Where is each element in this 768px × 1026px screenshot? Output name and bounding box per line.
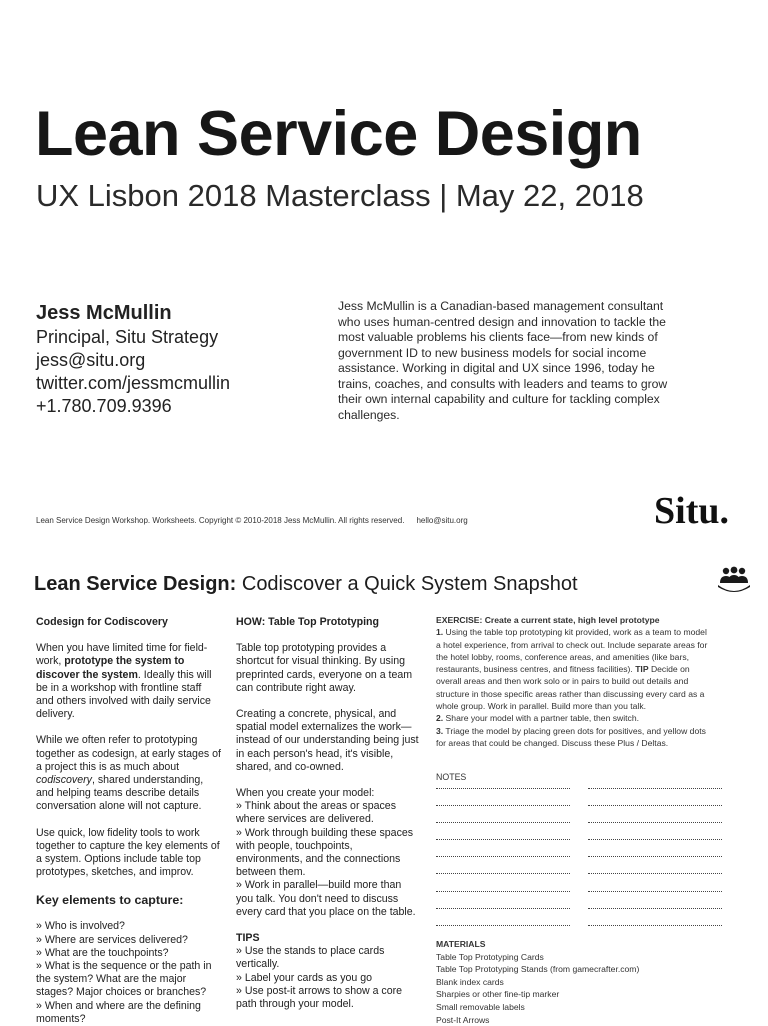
section-title-rest: Codiscover a Quick System Snapshot xyxy=(236,573,578,595)
author-block xyxy=(36,300,296,418)
author-role: Principal, Situ Strategy xyxy=(36,327,219,347)
section-title-strong: Lean Service Design: xyxy=(34,573,237,595)
note-line[interactable] xyxy=(436,900,570,909)
codesign-heading: Codesign for Codiscovery xyxy=(36,616,168,628)
author-name: Jess McMullin xyxy=(36,302,172,324)
page-title: Lean Service Design xyxy=(35,99,642,169)
list-item: » What is the sequence or the path in the system? What are the major stages? Major choices or branches? xyxy=(36,960,212,999)
list-item: Small removable labels xyxy=(436,1001,525,1012)
section-title xyxy=(34,571,578,597)
tips-list xyxy=(236,945,421,1011)
how-paragraph-2: Creating a concrete, physical, and spatial model externalizes the work—instead of our understanding being just in each person's head, it's visible, shared, and co-owned. xyxy=(236,708,419,773)
how-column xyxy=(236,616,421,1011)
note-line[interactable] xyxy=(436,797,570,806)
how-paragraph-1: Table top prototyping provides a shortcut for visual thinking. By using preprinted cards, everyone on a team can contribute right away. xyxy=(236,642,413,694)
list-item: » Think about the areas or spaces where services are delivered. xyxy=(236,800,396,826)
notes-label: NOTES xyxy=(436,772,467,782)
note-line[interactable] xyxy=(588,797,722,806)
note-line[interactable] xyxy=(436,883,570,892)
author-bio: Jess McMullin is a Canadian-based management consultant who uses human-centred design and innovation to tackle the most valuable problems his clients face—from new kinds of government ID to new business models for social income assistance. Working in digital and UX since 1996, today he trains, coaches, and consults with leaders and teams to grow their own internal capability and culture for tackling complex challenges. xyxy=(338,299,668,422)
exercise-step-1: 1. Using the table top prototyping kit provided, work as a team to model a hotel experience, from arrival to check out. Include separate areas for the hotel lobby, rooms, conference areas, and amenities (like bars, restaurants, business centres, and fitness facilities). TIP Decide on overall areas and then work solo or in pairs to build out details and structure in those specific areas rather than discussing every card as a whole group. Work in parallel. Build more than you talk. xyxy=(436,627,708,712)
list-item: Blank index cards xyxy=(436,976,504,987)
note-line[interactable] xyxy=(588,848,722,857)
note-line[interactable] xyxy=(436,780,570,789)
list-item: » Label your cards as you go xyxy=(236,971,373,984)
footer xyxy=(36,516,468,525)
materials-heading: MATERIALS xyxy=(436,939,486,949)
create-list xyxy=(236,800,421,919)
materials-block xyxy=(436,938,716,1026)
tips-heading: TIPS xyxy=(236,932,260,945)
list-item: » When and where are the defining moments? xyxy=(36,999,201,1025)
note-line[interactable] xyxy=(436,865,570,874)
create-intro: When you create your model: xyxy=(236,787,375,800)
notes-lines-left[interactable] xyxy=(436,780,570,934)
codesign-paragraph-1: When you have limited time for field-work, prototype the system to discover the system. Ideally this will be in a workshop with frontline staff and others involved with daily service delivery. xyxy=(36,642,212,721)
exercise-heading: EXERCISE: Create a current state, high level prototype xyxy=(436,615,660,625)
note-line[interactable] xyxy=(436,814,570,823)
notes-lines-right[interactable] xyxy=(588,780,722,934)
list-item: » Work through building these spaces with people, touchpoints, environments, and the connections between them. xyxy=(236,826,414,879)
note-line[interactable] xyxy=(588,831,722,840)
key-elements-list xyxy=(36,920,221,1026)
page-subtitle: UX Lisbon 2018 Masterclass | May 22, 2018 xyxy=(36,178,644,213)
list-item: Post-It Arrows xyxy=(436,1014,490,1025)
footer-email[interactable]: hello@situ.org xyxy=(416,516,468,525)
copyright-text: Lean Service Design Workshop. Worksheets. Copyright © 2010-2018 Jess McMullin. All rights reserved. xyxy=(36,516,405,525)
note-line[interactable] xyxy=(436,831,570,840)
list-item: Table Top Prototyping Stands (from gamecrafter.com) xyxy=(436,964,640,975)
list-item: » Who is involved? xyxy=(36,920,125,933)
list-item: Sharpies or other fine-tip marker xyxy=(436,989,560,1000)
codesign-paragraph-3: Use quick, low fidelity tools to work together to capture the key elements of a system. Options include table top prototypes, sketches, and improv. xyxy=(36,826,220,879)
note-line[interactable] xyxy=(436,917,570,926)
author-email[interactable]: jess@situ.org xyxy=(36,350,146,370)
note-line[interactable] xyxy=(588,814,722,823)
exercise-block xyxy=(436,614,714,749)
note-line[interactable] xyxy=(588,883,722,892)
list-item: Table Top Prototyping Cards xyxy=(436,951,544,962)
people-group-icon xyxy=(717,566,751,592)
list-item: » Where are services delivered? xyxy=(36,933,188,946)
codesign-paragraph-2: While we often refer to prototyping together as codesign, at early stages of a project this is as much about codiscovery, shared understanding, and helping teams describe details conversation alone will not capture. xyxy=(36,734,221,813)
note-line[interactable] xyxy=(436,848,570,857)
note-line[interactable] xyxy=(588,917,722,926)
key-elements-heading: Key elements to capture: xyxy=(36,893,184,908)
note-line[interactable] xyxy=(588,900,722,909)
how-heading: HOW: Table Top Prototyping xyxy=(236,616,379,628)
codesign-column xyxy=(36,616,221,1026)
note-line[interactable] xyxy=(588,780,722,789)
note-line[interactable] xyxy=(588,865,722,874)
situ-logo: Situ. xyxy=(654,490,729,532)
list-item: » Work in parallel—build more than you talk. You don't need to discuss every card that you place on the table. xyxy=(236,879,416,918)
list-item: » Use post-it arrows to show a core path through your model. xyxy=(236,984,403,1011)
exercise-step-2: 2. Share your model with a partner table, then switch. xyxy=(436,713,640,724)
exercise-step-3: 3. Triage the model by placing green dots for positives, and yellow dots for areas that could be changed. Discuss these Plus / Deltas. xyxy=(436,725,706,748)
author-twitter[interactable]: twitter.com/jessmcmullin xyxy=(36,373,231,393)
list-item: » What are the touchpoints? xyxy=(36,946,169,959)
list-item: » Use the stands to place cards vertically. xyxy=(236,945,385,971)
author-phone: +1.780.709.9396 xyxy=(36,396,172,416)
